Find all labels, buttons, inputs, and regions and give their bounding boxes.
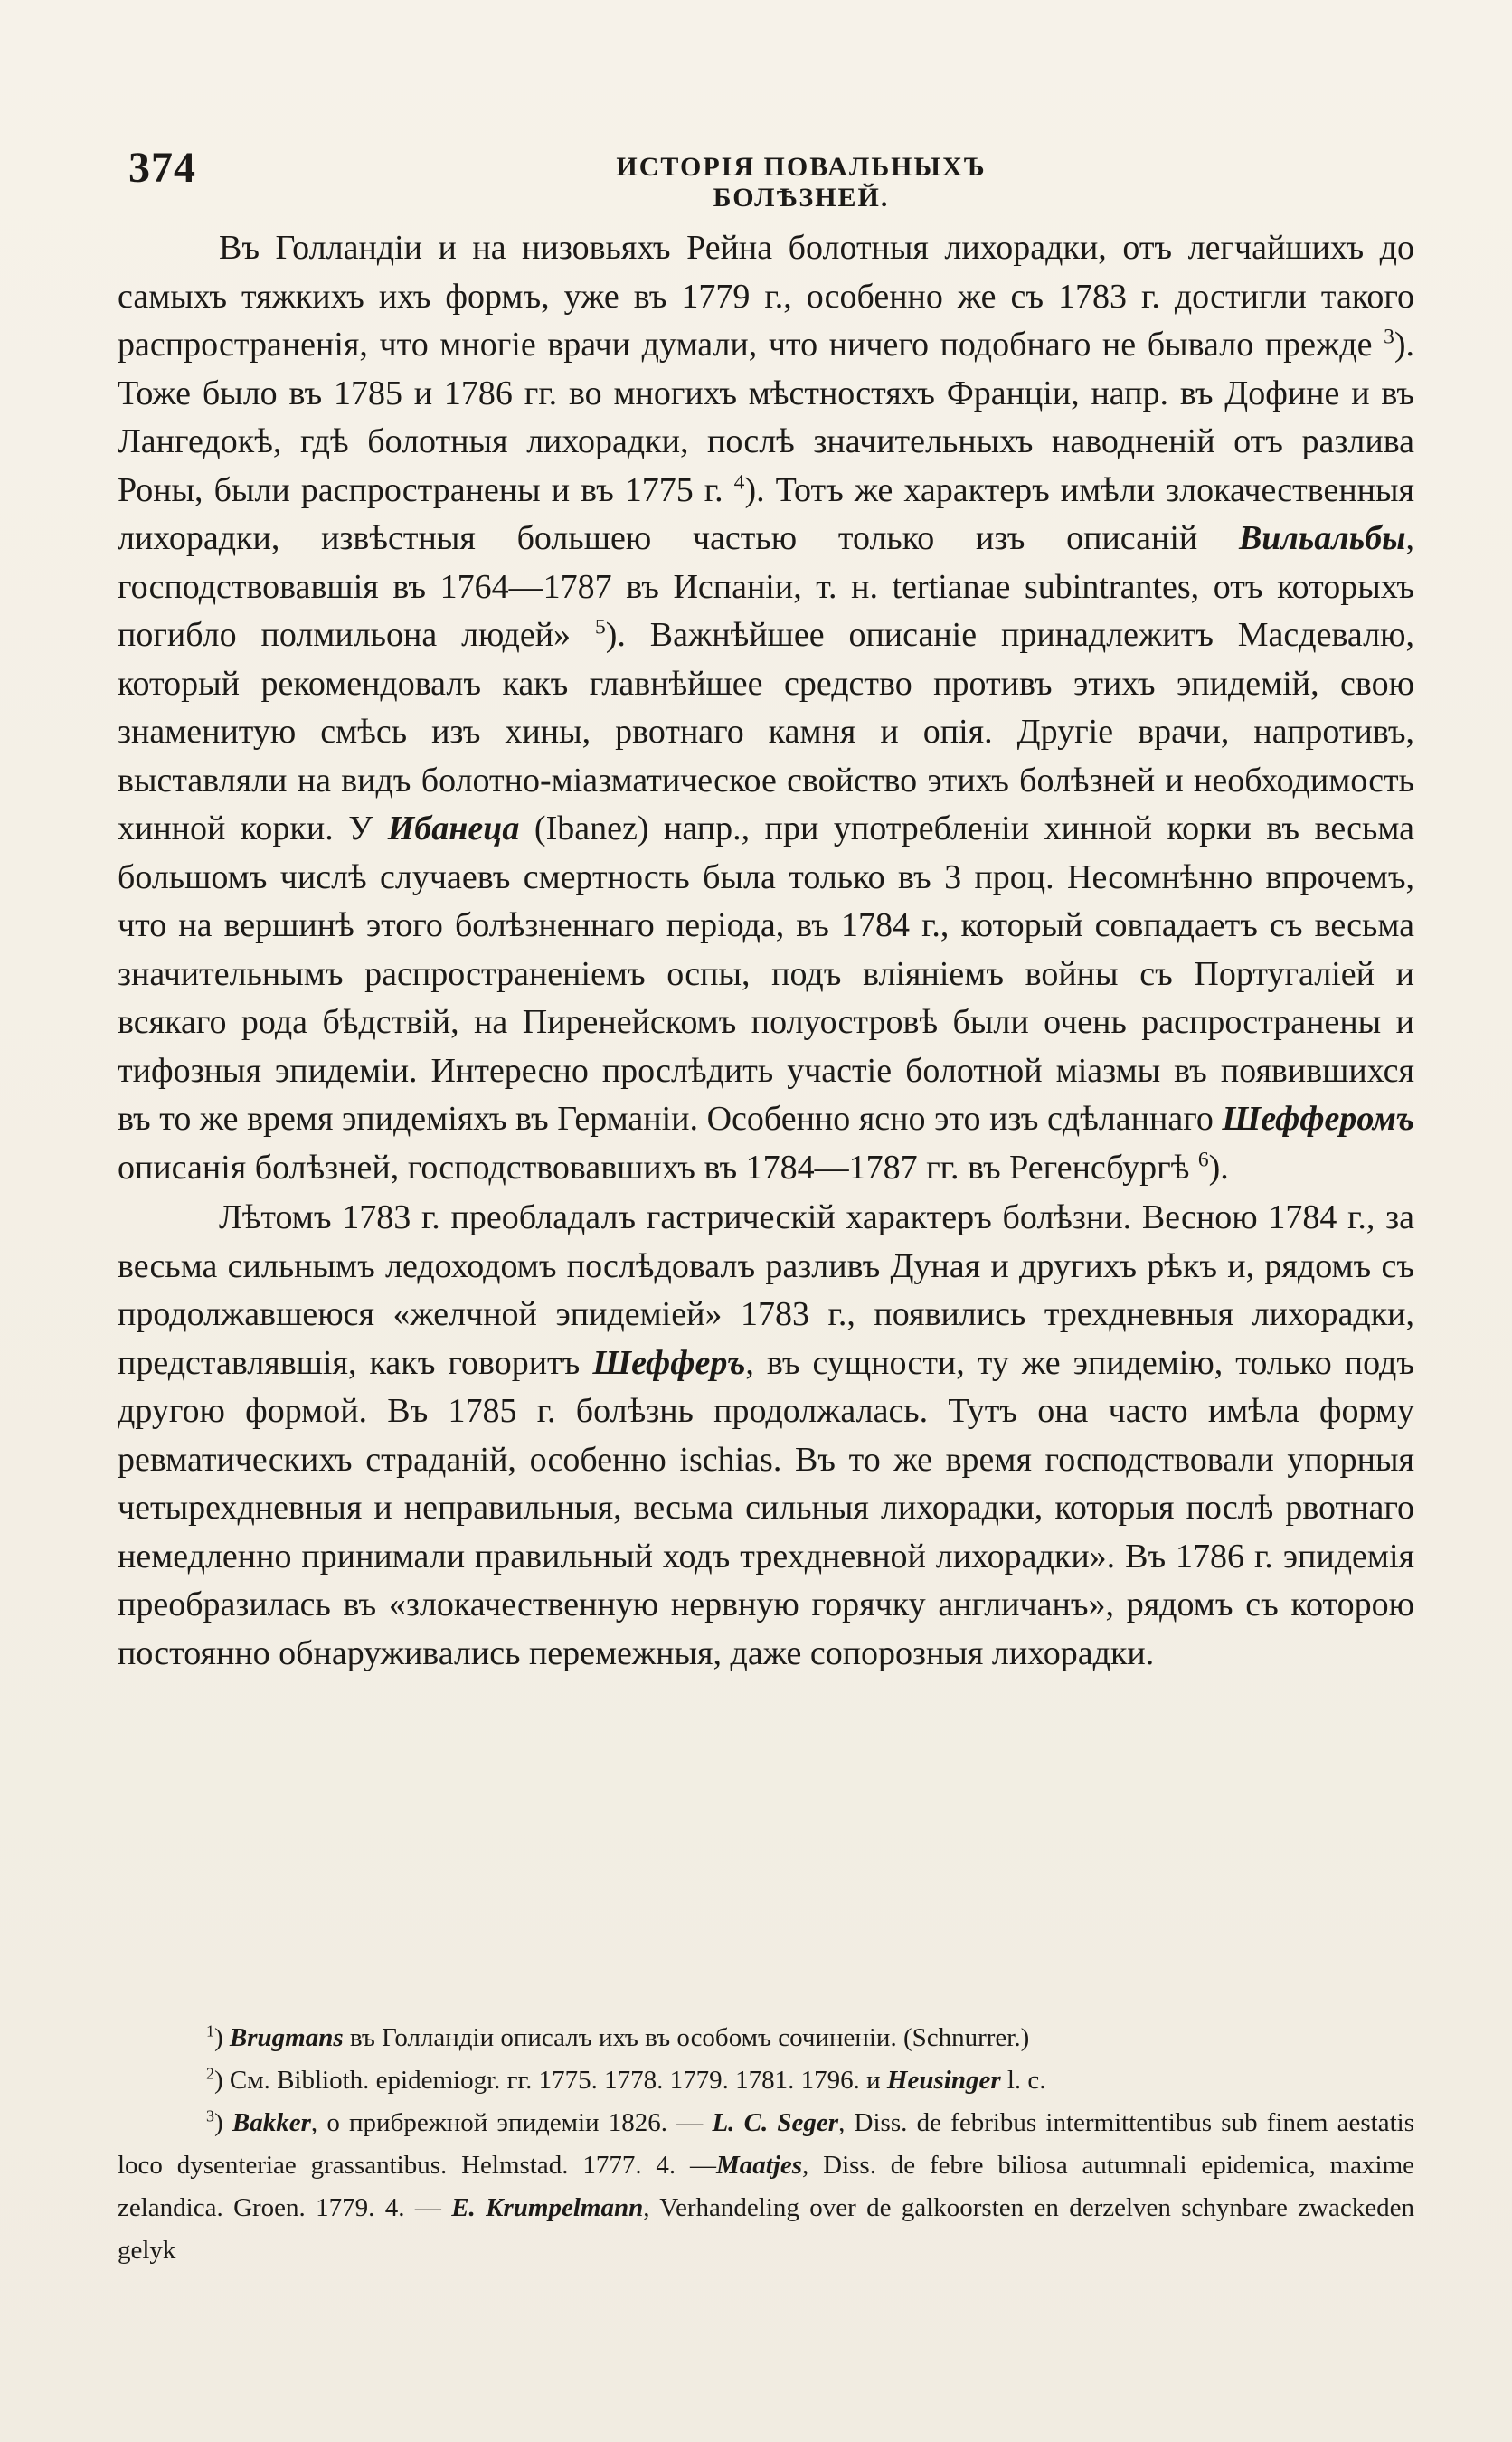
footnote-marker: 1 [206, 2021, 214, 2040]
author-name: Heusinger [886, 2066, 1001, 2095]
author-name: Шефферъ [592, 1343, 746, 1382]
footnote-marker: 4 [733, 469, 745, 494]
text-run: ). Тоже было въ 1785 и 1786 гг. во многихъ мѣстностяхъ Франціи, напр. въ Дофине и въ Лангедокѣ, гдѣ болотныя лихорадки, послѣ значительныхъ наводненій отъ разлива Роны, были распространены и въ 1775 г. [118, 326, 1414, 509]
author-name: L. C. Seger [712, 2108, 839, 2137]
text-run: въ Голландіи описалъ ихъ въ особомъ сочиненіи. (Schnurrer.) [343, 2023, 1030, 2052]
text-run: ) [213, 2108, 232, 2137]
paragraph [118, 224, 1414, 1192]
text-run: , Diss. de febre biliosa autumnali epidemica, maxime zelandica. Groen. 1779. 4. — [118, 2151, 1414, 2222]
footnote [118, 2017, 1414, 2059]
footnote [118, 2059, 1414, 2102]
footnote-marker: 3 [1384, 325, 1394, 349]
text-run: , Verhandeling over de galkoorsten en derzelven schynbare zwackeden gelyk [118, 2193, 1414, 2265]
paragraph [118, 1194, 1414, 1678]
author-name: Bakker [232, 2108, 311, 2137]
footnote-marker: 2 [206, 2064, 214, 2083]
body-text [118, 224, 1414, 1678]
text-run: l. c. [1000, 2066, 1046, 2095]
page-header [123, 143, 1405, 213]
author-name: Maatjes [715, 2151, 803, 2180]
footnote [118, 2102, 1414, 2272]
author-name: Brugmans [229, 2023, 344, 2052]
author-name: Вильальбы [1238, 519, 1406, 557]
footnote-marker: 5 [594, 615, 606, 639]
author-name: Шефферомъ [1222, 1100, 1414, 1138]
footnotes [118, 2017, 1414, 2272]
text-run: , господствовавшія въ 1764—1787 въ Испаніи, т. н. tertianae subintrantes, отъ которыхъ погибло полмильона людей» [118, 519, 1414, 654]
footnote-marker: 6 [1197, 1147, 1209, 1171]
text-run: ) [213, 2023, 230, 2052]
text-run: (Ibanez) напр., при употребленіи хинной корки въ весьма большомъ числѣ случаевъ смертность была только въ 3 проц. Несомнѣнно впрочемъ, что на вершинѣ этого болѣзненнаго періода, въ 1784 г., который совпадаетъ съ весьма значительнымъ распространеніемъ оспы, подъ вліяніемъ войны съ Португаліей и всякаго рода бѣдствій, на Пиренейскомъ полуостровѣ были очень распространены и тифозныя эпидеміи. Интересно прослѣдить участіе болотной міазмы въ появившихся въ то же время эпидеміяхъ въ Германіи. Особенно ясно это изъ сдѣланнаго [118, 809, 1414, 1138]
text-run: ). [1208, 1148, 1229, 1187]
text-run: , въ сущности, ту же эпидемію, только подъ другою формой. Въ 1785 г. болѣзнь продолжалась. Тутъ она часто имѣла форму ревматическихъ страданій, особенно ischias. Въ то же время господствовали упорныя четырехдневныя и неправильныя, весьма сильныя лихорадки, которыя послѣ рвотнаго немедленно принимали правильный ходъ трехдневной лихорадки». Въ 1786 г. эпидемія преобразилась въ «злокачественную нервную горячку англичанъ», рядомъ съ которою постоянно обнаруживались перемежныя, даже сопорозныя лихорадки. [118, 1343, 1414, 1672]
text-run: Въ Голландіи и на низовьяхъ Рейна болотныя лихорадки, отъ легчайшихъ до самыхъ тяжкихъ ихъ формъ, уже въ 1779 г., особенно же съ 1783 г. достигли такого распространенія, что многіе врачи думали, что ничего подобнаго не бывало прежде [118, 229, 1414, 364]
author-name: E. Krumpelmann [451, 2193, 644, 2222]
running-title: ИСТОРІЯ ПОВАЛЬНЫХЪ БОЛѢЗНЕЙ. [616, 152, 987, 213]
author-name: Ибанеца [387, 809, 520, 847]
text-run: Лѣтомъ 1783 г. преобладалъ гастрическій характеръ болѣзни. Весною 1784 г., за весьма сильнымъ ледоходомъ послѣдовалъ разливъ Дуная и другихъ рѣкъ и, рядомъ съ продолжавшеюся «желчной эпидеміей» 1783 г., появились трехдневныя лихорадки, представлявшія, какъ говоритъ [118, 1198, 1414, 1382]
text-run: , Diss. de febribus intermittentibus sub finem aestatis loco dysenteriae grassantibus. Helmstad. 1777. 4. — [118, 2108, 1414, 2180]
text-run: ) См. Biblioth. epidemiogr. гг. 1775. 1778. 1779. 1781. 1796. и [213, 2066, 887, 2095]
page-number: 374 [128, 144, 196, 192]
text-run: описанія болѣзней, господствовавшихъ въ 1784—1787 гг. въ Регенсбургѣ [118, 1148, 1198, 1187]
footnote-marker: 3 [206, 2106, 214, 2125]
text-run: ). Тотъ же характеръ имѣли злокачественныя лихорадки, извѣстныя большею частью только изъ описаній [118, 470, 1415, 557]
text-run: ). Важнѣйшее описаніе принадлежитъ Масдевалю, который рекомендовалъ какъ главнѣйшее средство противъ этихъ эпидемій, свою знаменитую смѣсь изъ хины, рвотнаго камня и опія. Другіе врачи, напротивъ, выставляли на видъ болотно-міазматическое свойство этихъ болѣзней и необходимость хинной корки. У [118, 616, 1414, 847]
text-run: , о прибрежной эпидеміи 1826. — [310, 2108, 713, 2137]
